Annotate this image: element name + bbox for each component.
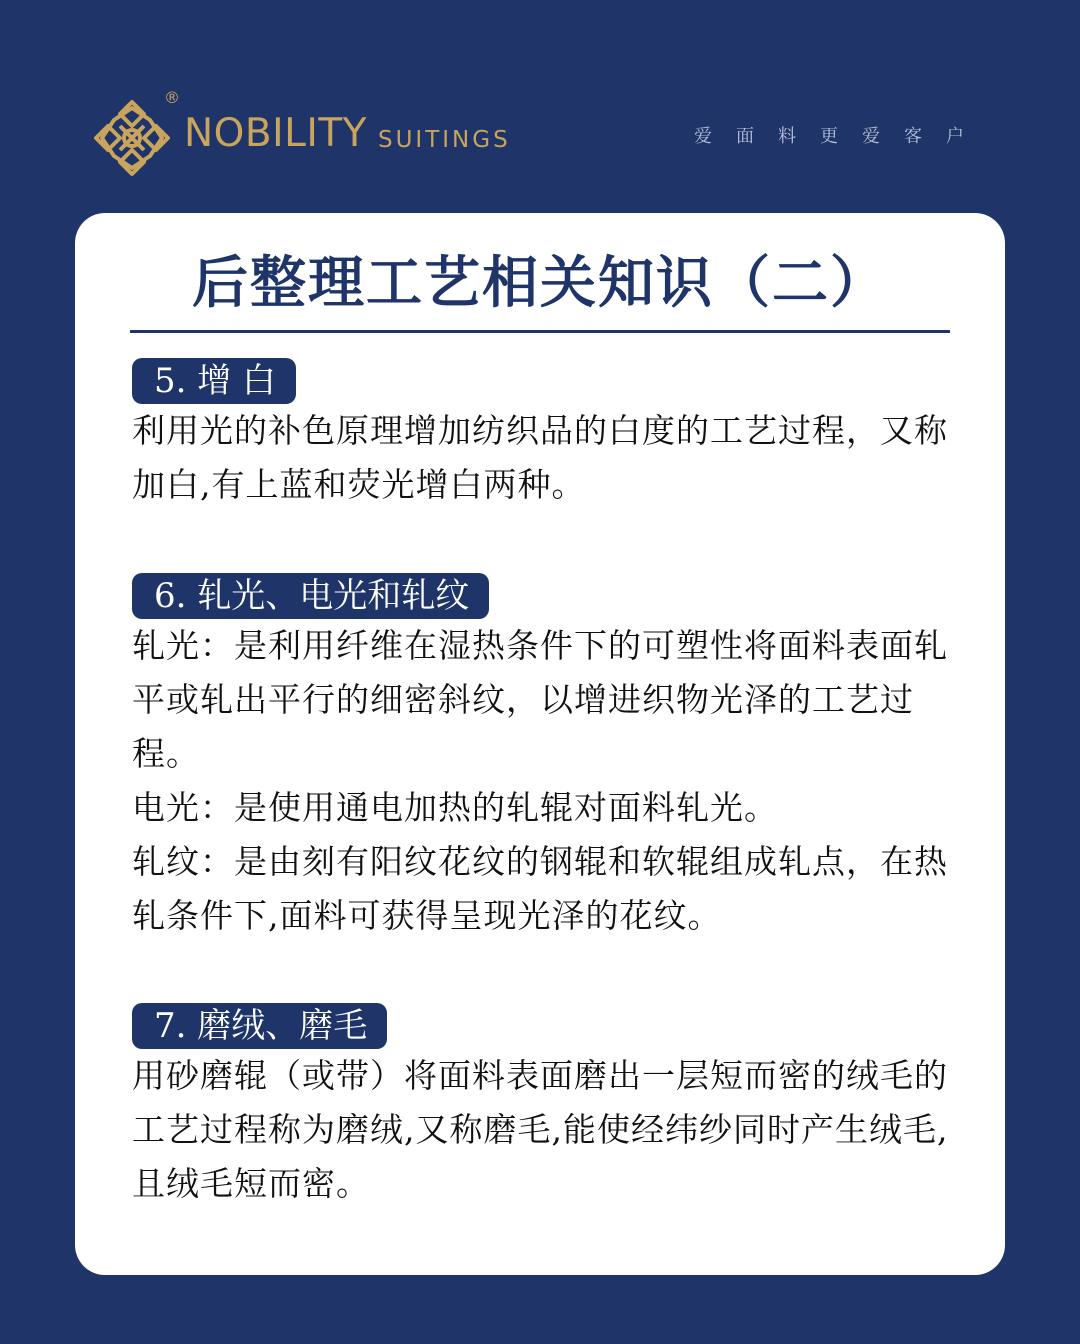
brand-name: NOBILITY	[184, 111, 368, 156]
section-paragraph: 电光：是使用通电加热的轧辊对面料轧光。	[132, 788, 778, 827]
section-paragraph: 利用光的补色原理增加纺织品的白度的工艺过程，又称加白,有上蓝和荧光增白两种。	[132, 411, 948, 504]
section-paragraph: 轧纹：是由刻有阳纹花纹的钢辊和软辊组成轧点，在热轧条件下,面料可获得呈现光泽的花纹。	[132, 842, 948, 935]
brand-slogan: 爱面料更爱客户	[694, 126, 988, 147]
section-calendering	[132, 573, 959, 943]
title-underline	[130, 330, 950, 333]
knot-emblem-icon	[92, 98, 172, 178]
registered-mark: ®	[164, 88, 180, 107]
brand-subtitle: SUITINGS	[378, 127, 511, 153]
section-whitening	[132, 358, 959, 512]
section-sanding	[132, 1003, 959, 1211]
content-card	[75, 213, 1005, 1275]
section-badge: 6. 轧光、电光和轧纹	[132, 573, 489, 619]
brand-logo	[92, 90, 522, 180]
section-badge: 7. 磨绒、磨毛	[132, 1003, 387, 1049]
page-title: 后整理工艺相关知识（二）	[192, 250, 888, 316]
section-badge: 5. 增 白	[132, 358, 296, 404]
section-paragraph: 轧光：是利用纤维在湿热条件下的可塑性将面料表面轧平或轧出平行的细密斜纹，以增进织物光泽的工艺过程。	[132, 626, 948, 773]
section-paragraph: 用砂磨辊（或带）将面料表面磨出一层短而密的绒毛的工艺过程称为磨绒,又称磨毛,能使经纬纱同时产生绒毛,且绒毛短而密。	[132, 1056, 949, 1203]
